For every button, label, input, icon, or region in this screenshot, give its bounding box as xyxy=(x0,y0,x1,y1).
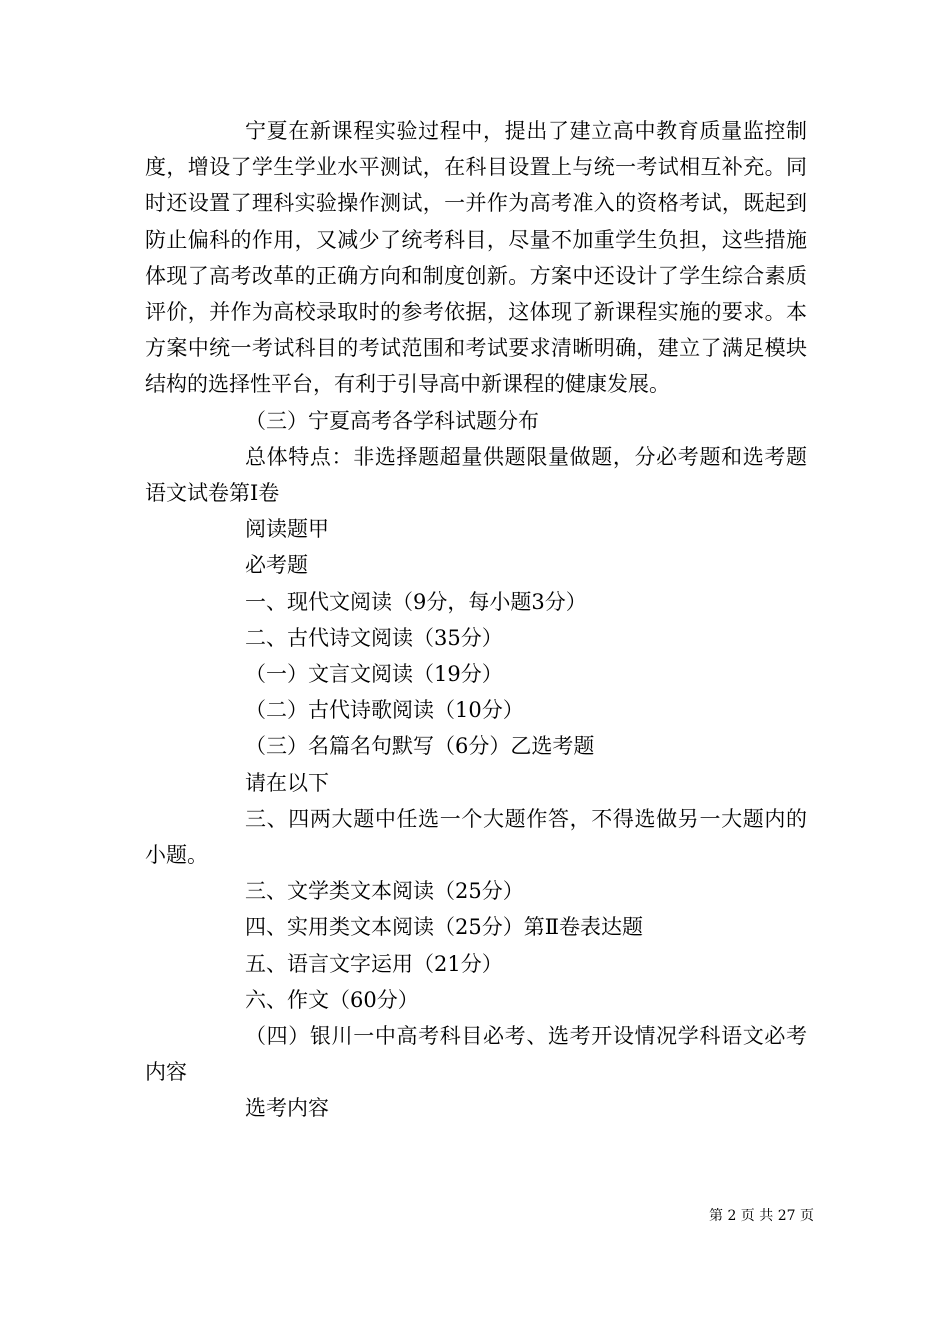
list-item: 三、四两大题中任选一个大题作答，不得选做另一大题内的小题。 xyxy=(145,806,807,868)
list-item: 四、实用类文本阅读（25分）第Ⅱ卷表达题 xyxy=(245,915,643,940)
list-item: （一）文言文阅读（19分） xyxy=(245,662,503,687)
list-item: 选考内容 xyxy=(245,1096,329,1121)
list-item: （二）古代诗歌阅读（10分） xyxy=(245,698,524,723)
list-item: （三）名篇名句默写（6分）乙选考题 xyxy=(245,734,595,759)
document-body xyxy=(145,113,807,1127)
paragraph-overview: 总体特点：非选择题超量供题限量做题，分必考题和选考题语文试卷第Ⅰ卷 xyxy=(145,444,807,506)
list-item: 阅读题甲 xyxy=(245,517,329,542)
section-heading-3: （三）宁夏高考各学科试题分布 xyxy=(245,408,539,433)
page-number: 第 2 页 共 27 页 xyxy=(709,1208,814,1224)
list-item: 六、作文（60分） xyxy=(245,987,419,1012)
list-item: 五、语言文字运用（21分） xyxy=(245,951,503,976)
list-item: 必考题 xyxy=(245,553,308,578)
section-heading-4: （四）银川一中高考科目必考、选考开设情况学科语文必考内容 xyxy=(145,1024,807,1085)
list-item: 请在以下 xyxy=(245,770,329,795)
list-item: 三、文学类文本阅读（25分） xyxy=(245,879,524,904)
list-item: 一、现代文阅读（9分，每小题3分） xyxy=(245,589,587,614)
list-item: 二、古代诗文阅读（35分） xyxy=(245,625,503,650)
paragraph-intro: 宁夏在新课程实验过程中，提出了建立高中教育质量监控制度，增设了学生学业水平测试，在科目设置上与统一考试相互补充。同时还设置了理科实验操作测试，一并作为高考准入的资格考试，既起到防止偏科的作用，又减少了统考科目，尽量不加重学生负担，这些措施体现了高考改革的正确方向和制度创新。方案中还设计了学生综合素质评价，并作为高校录取时的参考依据，这体现了新课程实施的要求。本方案中统一考试科目的考试范围和考试要求清晰明确，建立了满足模块结构的选择性平台，有利于引导高中新课程的健康发展。 xyxy=(145,119,807,397)
